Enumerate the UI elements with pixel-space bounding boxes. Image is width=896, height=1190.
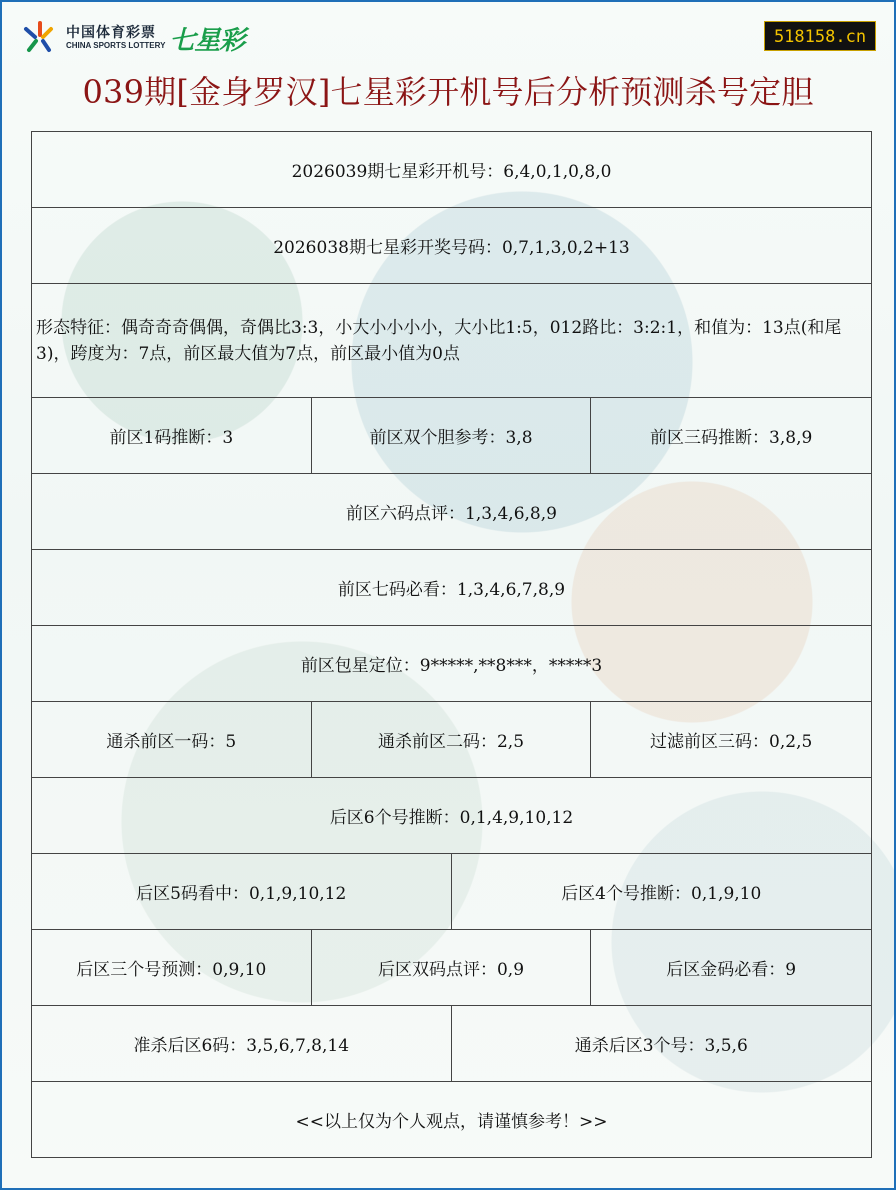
front-two-dan-cell: 前区双个胆参考：3,8 xyxy=(312,398,592,474)
table-row xyxy=(32,854,872,930)
front-position-cell: 前区包星定位：9*****,**8***，*****3 xyxy=(32,626,872,702)
back-four-cell: 后区4个号推断：0,1,9,10 xyxy=(452,854,873,930)
pattern-features-cell: 形态特征：偶奇奇奇偶偶，奇偶比3:3，小大小小小小，大小比1:5，012路比：3:2:1，和值为：13点(和尾3)，跨度为：7点，前区最大值为7点，前区最小值为0点 xyxy=(32,284,872,398)
front-one-code-cell: 前区1码推断：3 xyxy=(32,398,312,474)
back-two-cell: 后区双码点评：0,9 xyxy=(312,930,592,1006)
back-five-cell: 后区5码看中：0,1,9,10,12 xyxy=(32,854,452,930)
front-six-code-cell: 前区六码点评：1,3,4,6,8,9 xyxy=(32,474,872,550)
kill-back-three-cell: 通杀后区3个号：3,5,6 xyxy=(452,1006,873,1082)
table-row xyxy=(32,778,872,854)
logo-chinese-text: 中国体育彩票 xyxy=(66,25,156,41)
page-title: 039期[金身罗汉]七星彩开机号后分析预测杀号定胆 xyxy=(82,73,814,111)
kill-front-one-cell: 通杀前区一码：5 xyxy=(32,702,312,778)
table-row xyxy=(32,284,872,398)
site-badge[interactable]: 518158.cn xyxy=(764,21,876,51)
table-row xyxy=(32,1082,872,1158)
front-seven-code-cell: 前区七码必看：1,3,4,6,7,8,9 xyxy=(32,550,872,626)
table-row xyxy=(32,550,872,626)
back-three-cell: 后区三个号预测：0,9,10 xyxy=(32,930,312,1006)
table-row xyxy=(32,702,872,778)
prediction-table xyxy=(31,131,872,1158)
logo-english-text: CHINA SPORTS LOTTERY xyxy=(66,41,166,50)
table-row xyxy=(32,474,872,550)
lottery-star-icon xyxy=(20,19,58,57)
table-row xyxy=(32,132,872,208)
china-sports-lottery-logo xyxy=(20,19,244,57)
filter-front-three-cell: 过滤前区三码：0,2,5 xyxy=(591,702,872,778)
kill-front-two-cell: 通杀前区二码：2,5 xyxy=(312,702,592,778)
qixingcai-brand: 七星彩 xyxy=(169,25,245,56)
kill-back-six-cell: 准杀后区6码：3,5,6,7,8,14 xyxy=(32,1006,452,1082)
back-gold-cell: 后区金码必看：9 xyxy=(591,930,872,1006)
table-row xyxy=(32,1006,872,1082)
last-draw-cell: 2026038期七星彩开奖号码：0,7,1,3,0,2+13 xyxy=(32,208,872,284)
table-row xyxy=(32,930,872,1006)
disclaimer-cell: <<以上仅为个人观点，请谨慎参考！>> xyxy=(32,1082,872,1158)
table-row xyxy=(32,626,872,702)
front-three-code-cell: 前区三码推断：3,8,9 xyxy=(591,398,872,474)
back-six-cell: 后区6个号推断：0,1,4,9,10,12 xyxy=(32,778,872,854)
table-row xyxy=(32,398,872,474)
table-row xyxy=(32,208,872,284)
machine-number-cell: 2026039期七星彩开机号：6,4,0,1,0,8,0 xyxy=(32,132,872,208)
header xyxy=(2,2,894,132)
